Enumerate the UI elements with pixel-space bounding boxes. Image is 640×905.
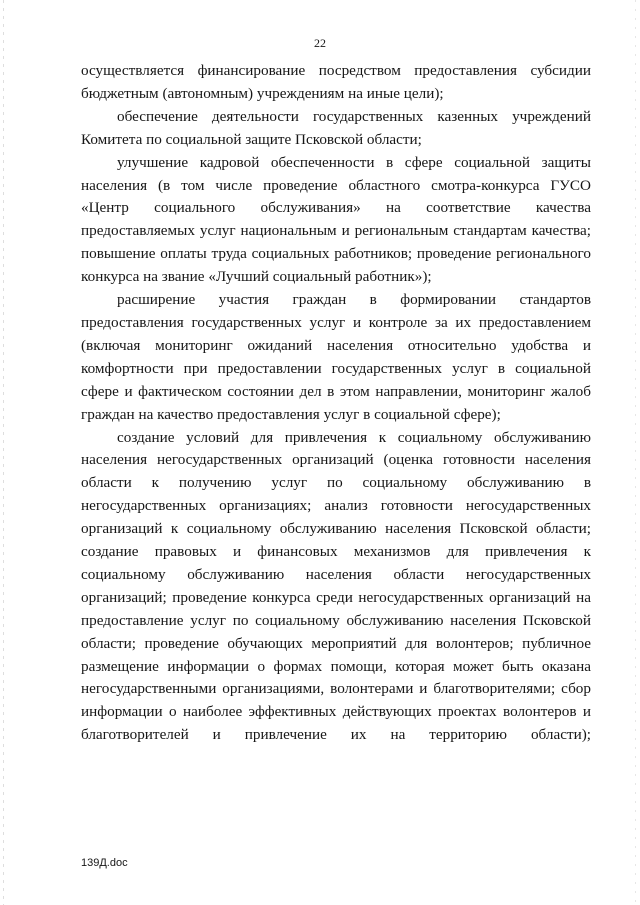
footer-filename: 139Д.doc bbox=[81, 857, 128, 869]
document-body bbox=[81, 60, 591, 747]
paragraph-continuation: осуществляется финансирование посредством предоставления субсидии бюджетным (автономным) учреждениям на иные цели); bbox=[81, 62, 591, 102]
paragraph-budget-institutions: обеспечение деятельности государственных казенных учреждений Комитета по социальной защите Псковской области; bbox=[81, 107, 591, 148]
paragraph-non-governmental-organizations: создание условий для привлечения к социальному обслуживанию населения негосударственных организаций (оценка готовности населения области к получению услуг по социальному обслуживанию в негосударственных организациях; анализ готовности негосударственных организаций к социальному обслуживанию населения Псковской области; создание правовых и финансовых механизмов для привлечения к социальному обслуживанию населения области негосударственных организаций; проведение конкурса среди негосударственных организаций на предоставление услуг по социальному обслуживанию населения Псковской области; проведение обучающих мероприятий для волонтеров; публичное размещение информации о формах помощи, которая может быть оказана негосударственными организациями, волонтерами и благотворителями; сбор информации о наиболее эффективных действующих проектах волонтеров и благотворителей и привлечение их на территорию области); bbox=[81, 428, 591, 744]
scan-edge-left bbox=[3, 0, 4, 905]
page-number: 22 bbox=[314, 36, 326, 50]
paragraph-staffing: улучшение кадровой обеспеченности в сфере социальной защиты населения (в том числе проведение областного смотра-конкурса ГУСО «Центр социального обслуживания» на соответствие качества предоставляемых услуг национальным и региональным стандартам качества; повышение оплаты труда социальных работников; проведение регионального конкурса на звание «Лучший социальный работник»); bbox=[81, 153, 591, 286]
paragraph-citizen-participation: расширение участия граждан в формировании стандартов предоставления государственных услуг и контроле за их предоставлением (включая мониторинг ожиданий населения относительно удобства и комфортности при предоставлении государственных услуг в социальной сфере и фактическом состоянии дел в этом направлении, мониторинг жалоб граждан на качество предоставления услуг в социальной сфере); bbox=[81, 291, 591, 423]
scan-edge-right bbox=[635, 0, 636, 905]
